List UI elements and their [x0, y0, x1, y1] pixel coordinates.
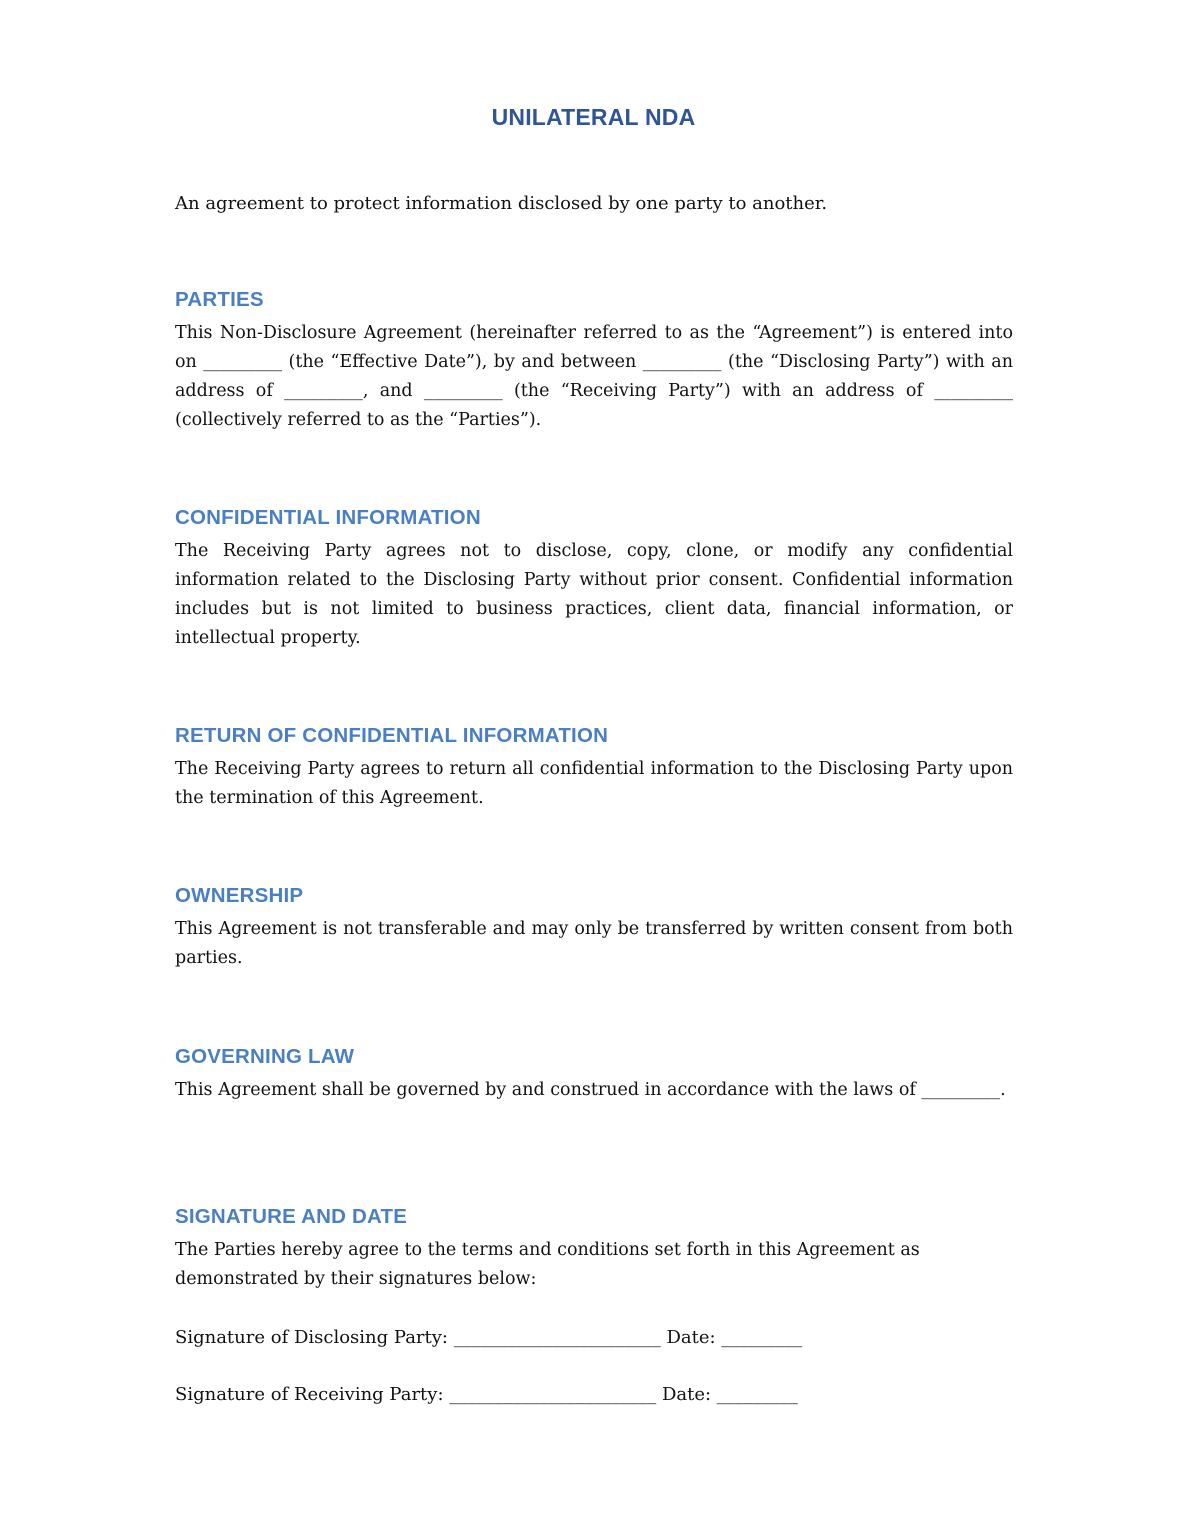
signature-line-disclosing-party: Signature of Disclosing Party: _______________________ Date: _________	[175, 1327, 803, 1348]
section-body-return-of-confidential-information: The Receiving Party agrees to return all confidential information to the Disclosing Party upon the termination of this Agreement.	[175, 759, 1013, 808]
section-confidential-information	[175, 504, 1013, 653]
section-heading-parties: PARTIES	[175, 288, 264, 311]
section-body-ownership: This Agreement is not transferable and may only be transferred by written consent from both parties.	[175, 919, 1013, 968]
document-title: UNILATERAL NDA	[491, 104, 696, 130]
section-heading-ownership: OWNERSHIP	[175, 884, 304, 907]
section-body-governing-law: This Agreement shall be governed by and construed in accordance with the laws of _________.	[175, 1080, 1006, 1100]
section-body-confidential-information: The Receiving Party agrees not to disclose, copy, clone, or modify any confidential information related to the Disclosing Party without prior consent. Confidential information includes but is not limited to business practices, client data, financial information, or intellectual property.	[175, 541, 1013, 648]
document-subtitle: An agreement to protect information disclosed by one party to another.	[175, 193, 828, 214]
section-signature-and-date	[175, 1203, 1013, 1294]
section-heading-governing-law: GOVERNING LAW	[175, 1045, 355, 1068]
section-governing-law	[175, 1043, 1013, 1105]
section-body-signature-and-date: The Parties hereby agree to the terms and conditions set forth in this Agreement as demonstrated by their signatures below:	[175, 1240, 920, 1289]
section-return-of-confidential-information	[175, 722, 1013, 813]
section-heading-return-of-confidential-information: RETURN OF CONFIDENTIAL INFORMATION	[175, 724, 609, 747]
section-ownership	[175, 882, 1013, 973]
section-heading-confidential-information: CONFIDENTIAL INFORMATION	[175, 506, 481, 529]
section-body-parties: This Non-Disclosure Agreement (hereinafter referred to as the “Agreement”) is entered into on _________ (the “Effective Date”), by and between _________ (the “Disclosing Party”) with an address of _________, and _________ (the “Receiving Party”) with an address of _________ (collectively referred to as the “Parties”).	[175, 323, 1013, 430]
signature-line-receiving-party: Signature of Receiving Party: _______________________ Date: _________	[175, 1384, 798, 1405]
section-parties	[175, 286, 1013, 435]
section-heading-signature-and-date: SIGNATURE AND DATE	[175, 1205, 408, 1228]
